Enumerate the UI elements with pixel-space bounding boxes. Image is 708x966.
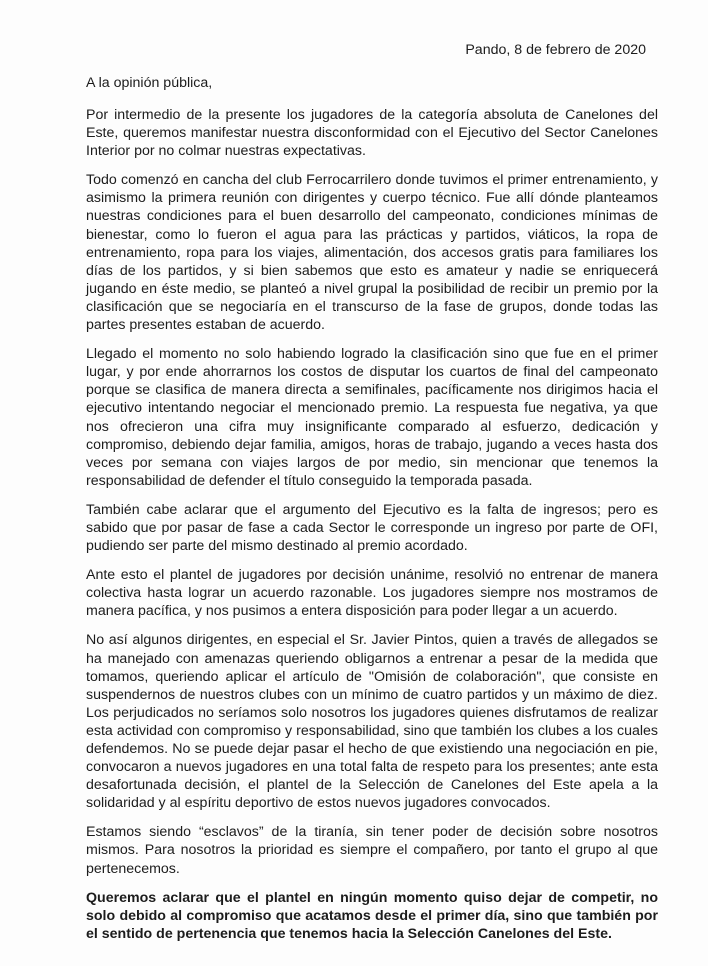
letter-date: Pando, 8 de febrero de 2020 [465, 42, 646, 58]
paragraph-income: También cabe aclarar que el argumento del Ejecutivo es la falta de ingresos; pero es sabido que por pasar de fase a cada Sector le corresponde un ingreso por parte de OFI, pudiendo ser parte del mismo destinado al premio acordado. [86, 501, 658, 555]
paragraph-threats: No así algunos dirigentes, en especial el Sr. Javier Pintos, quien a través de allegados se ha manejado con amenazas queriendo obligarnos a entrenar a pesar de la medida que tomamos, queriendo aplicar el artículo de "Omisión de colaboración", que consiste en suspendernos de nuestros clubes con un mínimo de cuatro partidos y un máximo de diez. Los perjudicados no seríamos solo nosotros los jugadores quienes disfrutamos de realizar esta actividad con compromiso y responsabilidad, sino que también los clubes a los cuales defendemos. No se puede dejar pasar el hecho de que existiendo una negociación en pie, convocaron a nuevos jugadores en una total falta de respeto para los presentes; ante esta desafortunada decisión, el plantel de la Selección de Canelones del Este apela a la solidaridad y al espíritu deportivo de estos nuevos jugadores convocados. [86, 632, 658, 812]
letter-salutation: A la opinión pública, [86, 75, 213, 91]
paragraph-tyranny: Estamos siendo “esclavos” de la tiranía, sin tener poder de decisión sobre nosotros mismos. Para nosotros la prioridad es siempre el compañero, por tanto el grupo al que pertenecemos. [86, 824, 658, 877]
paragraph-background: Todo comenzó en cancha del club Ferrocarrilero donde tuvimos el primer entrenamiento, y asimismo la primera reunión con dirigentes y cuerpo técnico. Fue allí dónde planteamos nuestras condiciones para el buen desarrollo del campeonato, condiciones mínimas de bienestar, como lo fueron el agua para las prácticas y partidos, viáticos, la ropa de entrenamiento, ropa para los viajes, alimentación, dos accesos gratis para familiares los días de los partidos, y si bien sabemos que esto es amateur y nadie se enriquecerá jugando en éste medio, se planteó a nivel grupal la posibilidad de recibir un premio por la clasificación que se negociaría en el transcurso de la fase de grupos, donde todas las partes presentes estaban de acuerdo. [86, 172, 658, 334]
paragraph-decision: Ante esto el plantel de jugadores por decisión unánime, resolvió no entrenar de manera colectiva hasta lograr un acuerdo razonable. Los jugadores siempre nos mostramos de manera pacífica, y nos pusimos a entera disposición para poder llegar a un acuerdo. [86, 567, 658, 620]
paragraph-closing: Queremos aclarar que el plantel en ningún momento quiso dejar de competir, no solo debido al compromiso que acatamos desde el primer día, sino que también por el sentido de pertenencia que tenemos hacia la Selección Canelones del Este. [86, 889, 658, 942]
paragraph-intro: Por intermedio de la presente los jugadores de la categoría absoluta de Canelones del Este, queremos manifestar nuestra disconformidad con el Ejecutivo del Sector Canelones Interior por no colmar nuestras expectativas. [86, 107, 658, 160]
paragraph-negotiation: Llegado el momento no solo habiendo logrado la clasificación sino que fue en el primer lugar, y por ende ahorrarnos los costos de disputar los cuartos de final del campeonato porque se clasifica de manera directa a semifinales, pacíficamente nos dirigimos hacia el ejecutivo intentando negociar el mencionado premio. La respuesta fue negativa, ya que nos ofrecieron una cifra muy insignificante comparado al esfuerzo, dedicación y compromiso, debiendo dejar familia, amigos, horas de trabajo, jugando a veces hasta dos veces por semana con viajes largos de por medio, sin mencionar que tenemos la responsabilidad de defender el título conseguido la temporada pasada. [86, 346, 658, 489]
